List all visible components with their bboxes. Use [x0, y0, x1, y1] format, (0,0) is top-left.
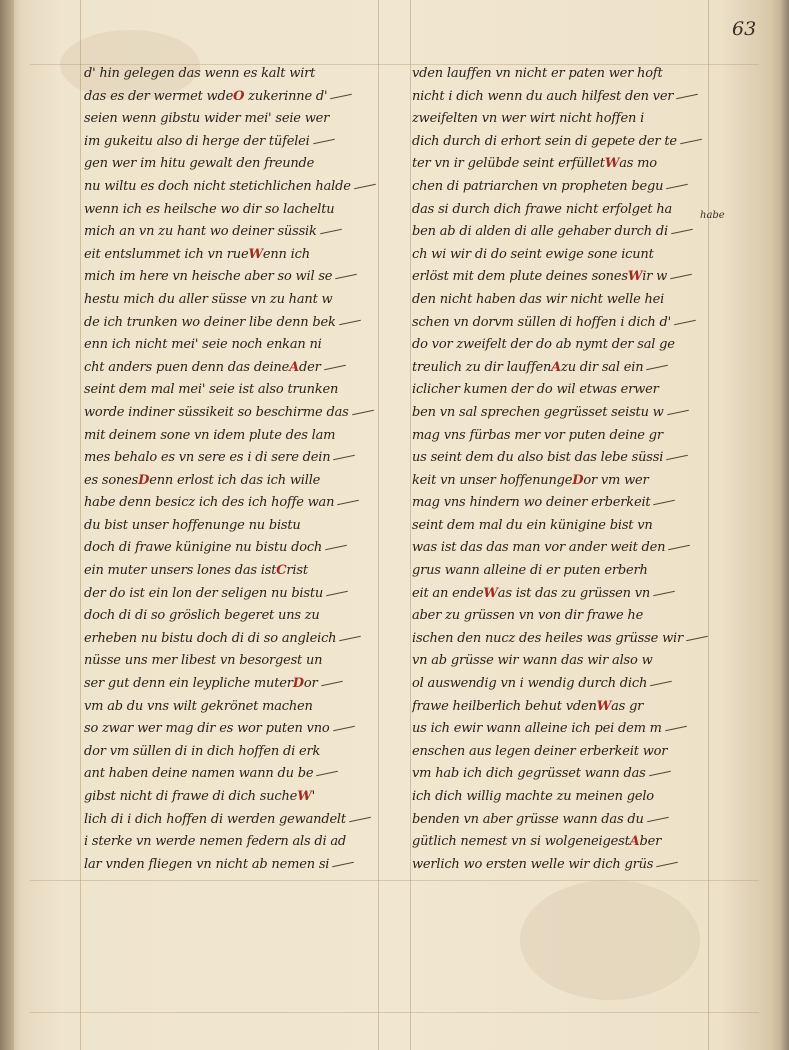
text-line	[412, 63, 710, 86]
text-line	[84, 357, 380, 380]
text-line	[84, 809, 380, 832]
text-line	[84, 786, 380, 809]
rubricated-initial: W	[596, 698, 612, 714]
line-text: benden vn aber grüsse wann das du	[412, 811, 644, 827]
line-text-continued: '	[311, 789, 315, 804]
line-text: vm hab ich dich gegrüsset wann das	[412, 766, 646, 782]
line-filler-stroke	[647, 364, 669, 370]
text-line	[84, 289, 380, 312]
line-text: vden lauffen vn nicht er paten wer hoft	[412, 66, 663, 81]
line-text: frawe heilberlich behut vden	[412, 698, 597, 714]
line-text: eit entslummet ich vn rue	[84, 246, 249, 262]
line-text: ich dich willig machte zu meinen gelo	[412, 789, 654, 804]
line-text: dor vm süllen di in dich hoffen di erk	[84, 743, 321, 759]
text-line	[84, 379, 380, 402]
rubricated-initial: W	[248, 246, 263, 262]
line-text: eit an ende	[412, 585, 484, 601]
line-text: lich di i dich hoffen di werden gewandelt	[84, 811, 346, 827]
line-text: nüsse uns mer libest vn besorgest un	[84, 653, 323, 669]
ruling-line	[30, 1012, 759, 1013]
text-line	[412, 447, 710, 470]
line-filler-stroke	[313, 139, 335, 145]
line-filler-stroke	[670, 274, 692, 280]
line-filler-stroke	[339, 636, 361, 642]
line-text: hestu mich du aller süsse vn zu hant w	[84, 291, 333, 307]
line-text: lar vnden fliegen vn nicht ab nemen si	[84, 856, 330, 872]
line-filler-stroke	[349, 816, 371, 822]
line-text: ant haben deine namen wann du be	[84, 766, 314, 782]
line-filler-stroke	[316, 771, 338, 777]
line-filler-stroke	[325, 545, 347, 551]
text-line	[412, 763, 710, 786]
line-filler-stroke	[671, 229, 693, 235]
text-line	[412, 402, 710, 425]
line-filler-stroke	[326, 590, 348, 596]
text-line	[412, 831, 710, 854]
line-filler-stroke	[337, 500, 359, 506]
line-filler-stroke	[667, 410, 689, 416]
line-text: seint dem mal mei' seie ist also trunken	[84, 382, 339, 398]
text-line	[84, 86, 380, 109]
line-text-continued: enn erlost ich das ich wille	[149, 472, 321, 488]
text-line	[84, 334, 380, 357]
line-text-continued: as mo	[619, 156, 657, 172]
line-text: zweifelten vn wer wirt nicht hoffen i	[412, 111, 645, 127]
text-line	[412, 425, 710, 448]
text-line	[412, 809, 710, 832]
text-line	[84, 831, 380, 854]
line-text: ser gut denn ein leypliche muter	[84, 676, 293, 692]
line-text: doch di di so gröslich begeret uns zu	[84, 608, 320, 624]
text-line	[412, 176, 710, 199]
text-line	[412, 108, 710, 131]
line-text-continued: or vm wer	[583, 472, 649, 488]
line-text: wenn ich es heilsche wo dir so lacheltu	[84, 201, 335, 217]
line-text-continued: ber	[639, 834, 662, 850]
line-filler-stroke	[339, 319, 361, 325]
line-filler-stroke	[653, 590, 675, 596]
text-line	[84, 537, 380, 560]
line-text: us ich ewir wann alleine ich pei dem m	[412, 721, 662, 737]
text-line	[84, 425, 380, 448]
line-text: es sones	[84, 472, 139, 488]
marginal-note: habe	[700, 210, 725, 221]
line-text: seint dem mal du ein künigine bist vn	[412, 517, 653, 533]
line-text: do vor zweifelt der do ab nymt der sal ge	[412, 337, 675, 353]
line-filler-stroke	[650, 681, 672, 687]
text-line	[84, 402, 380, 425]
line-text: erlöst mit dem plute deines sones	[412, 269, 628, 285]
text-line	[84, 560, 380, 583]
line-filler-stroke	[321, 681, 343, 687]
ruling-line	[30, 880, 759, 881]
rubricated-initial: D	[292, 676, 304, 692]
text-line	[412, 334, 710, 357]
line-text: gibst nicht di frawe di dich suche	[84, 789, 298, 804]
line-text: chen di patriarchen vn propheten begu	[412, 178, 664, 194]
text-line	[412, 492, 710, 515]
line-text: worde indiner süssikeit so beschirme das	[84, 404, 349, 420]
text-line	[84, 763, 380, 786]
line-text: seien wenn gibstu wider mei' seie wer	[84, 111, 330, 127]
rubricated-initial: D	[572, 472, 584, 488]
line-text-continued: ir w	[642, 269, 668, 285]
rubricated-initial: A	[551, 359, 562, 375]
line-filler-stroke	[686, 636, 708, 642]
folio-number: 63	[732, 18, 757, 40]
line-text: was ist das das man vor ander weit den	[412, 540, 666, 556]
line-text: mit deinem sone vn idem plute des lam	[84, 427, 336, 443]
text-line	[412, 560, 710, 583]
ruling-line	[80, 0, 81, 1050]
text-line	[412, 628, 710, 651]
line-text: das es der wermet wde	[84, 88, 234, 104]
line-text: ter vn ir gelübde seint erfüllet	[412, 156, 605, 172]
line-text: aber zu grüssen vn von dir frawe he	[412, 608, 644, 624]
text-line	[412, 696, 710, 719]
text-line	[84, 63, 380, 86]
text-line	[412, 199, 710, 222]
line-text-continued: zu dir sal ein	[561, 359, 644, 375]
text-line	[84, 854, 380, 877]
line-text: im gukeitu also di herge der tüfelei	[84, 133, 310, 149]
line-text: habe denn besicz ich des ich hoffe wan	[84, 495, 335, 511]
rubricated-initial: D	[138, 472, 150, 488]
text-line	[412, 266, 710, 289]
line-filler-stroke	[333, 726, 355, 732]
line-filler-stroke	[352, 410, 374, 416]
text-line	[84, 176, 380, 199]
text-line	[84, 696, 380, 719]
line-text-continued: as ist das zu grüssen vn	[497, 585, 651, 601]
text-line	[84, 741, 380, 764]
text-line	[84, 199, 380, 222]
text-line	[84, 221, 380, 244]
line-text: us seint dem du also bist das lebe süssi	[412, 450, 664, 466]
text-line	[412, 289, 710, 312]
line-text: cht anders puen denn das deine	[84, 359, 290, 375]
text-line	[84, 108, 380, 131]
text-line	[412, 221, 710, 244]
line-text: enschen aus legen deiner erberkeit wor	[412, 743, 668, 759]
text-line	[412, 131, 710, 154]
parchment-stain	[520, 880, 700, 1000]
line-text-continued: as gr	[611, 698, 644, 714]
text-line	[84, 583, 380, 606]
line-text: d' hin gelegen das wenn es kalt wirt	[84, 66, 316, 81]
line-text: schen vn dorvm süllen di hoffen i dich d'	[412, 314, 671, 330]
line-filler-stroke	[647, 816, 669, 822]
text-line	[412, 650, 710, 673]
ruling-line	[410, 0, 411, 1050]
text-line	[84, 628, 380, 651]
line-text: so zwar wer mag dir es wor puten vno	[84, 721, 330, 737]
line-text: werlich wo ersten welle wir dich grüs	[412, 856, 654, 872]
line-text: enn ich nicht mei' seie noch enkan ni	[84, 337, 322, 353]
text-line	[412, 537, 710, 560]
text-line	[412, 854, 710, 877]
line-text: ol auswendig vn i wendig durch dich	[412, 676, 648, 692]
text-line	[84, 153, 380, 176]
text-line	[84, 131, 380, 154]
line-text: doch di frawe künigine nu bistu doch	[84, 540, 323, 556]
line-text: vm ab du vns wilt gekrönet machen	[84, 698, 313, 714]
line-text-continued: rist	[286, 563, 308, 579]
line-filler-stroke	[666, 184, 688, 190]
text-line	[412, 470, 710, 493]
rubricated-initial: A	[289, 359, 299, 375]
text-column-right	[412, 63, 710, 876]
line-filler-stroke	[334, 455, 356, 461]
text-line	[412, 605, 710, 628]
line-filler-stroke	[665, 726, 687, 732]
text-line	[412, 718, 710, 741]
rubricated-initial: O	[233, 88, 245, 104]
line-text: mag vns hindern wo deiner erberkeit	[412, 495, 651, 511]
text-line	[84, 244, 380, 267]
line-text: das si durch dich frawe nicht erfolget ha	[412, 201, 673, 217]
text-line	[412, 379, 710, 402]
line-text-continued: zukerinne d'	[244, 88, 328, 104]
line-text: ch wi wir di do seint ewige sone icunt	[412, 246, 654, 262]
line-text: keit vn unser hoffenunge	[412, 472, 573, 488]
line-text: nicht i dich wenn du auch hilfest den ver	[412, 88, 674, 104]
rubricated-initial: C	[276, 563, 287, 579]
line-text: de ich trunken wo deiner libe denn bek	[84, 314, 336, 330]
text-line	[412, 86, 710, 109]
page-edge	[779, 0, 789, 1050]
line-filler-stroke	[674, 319, 696, 325]
rubricated-initial: W	[604, 156, 620, 172]
line-filler-stroke	[332, 862, 354, 868]
line-filler-stroke	[666, 455, 688, 461]
text-line	[412, 741, 710, 764]
line-text-continued: or	[303, 676, 318, 692]
line-text: gen wer im hitu gewalt den freunde	[84, 156, 315, 172]
line-filler-stroke	[331, 93, 353, 99]
line-text: ischen den nucz des heiles was grüsse wir	[412, 630, 683, 646]
text-line	[412, 357, 710, 380]
line-filler-stroke	[320, 229, 342, 235]
text-line	[412, 312, 710, 335]
text-line	[84, 605, 380, 628]
text-line	[412, 244, 710, 267]
text-line	[84, 718, 380, 741]
line-text: i sterke vn werde nemen federn als di ad	[84, 834, 347, 850]
line-text: nu wiltu es doch nicht stetichlichen halde	[84, 178, 351, 194]
text-line	[84, 673, 380, 696]
text-line	[84, 515, 380, 538]
text-line	[84, 470, 380, 493]
line-text: ben vn sal sprechen gegrüsset seistu w	[412, 404, 664, 420]
line-filler-stroke	[335, 274, 357, 280]
line-text: treulich zu dir lauffen	[412, 359, 552, 375]
line-filler-stroke	[649, 771, 671, 777]
text-line	[84, 312, 380, 335]
rubricated-initial: W	[627, 269, 643, 285]
line-text-continued: der	[298, 359, 321, 375]
line-text: dich durch di erhort sein di gepete der te	[412, 133, 677, 149]
rubricated-initial: A	[629, 834, 640, 850]
line-filler-stroke	[680, 139, 702, 145]
line-text: gütlich nemest vn si wolgeneigest	[412, 834, 630, 850]
line-text: du bist unser hoffenunge nu bistu	[84, 517, 301, 533]
text-line	[412, 583, 710, 606]
text-line	[84, 447, 380, 470]
line-text: iclicher kumen der do wil etwas erwer	[412, 382, 659, 398]
rubricated-initial: W	[297, 789, 312, 804]
line-text: ein muter unsers lones das ist	[84, 563, 277, 579]
line-text: mich im here vn heische aber so wil se	[84, 269, 333, 285]
line-text: den nicht haben das wir nicht welle hei	[412, 291, 665, 307]
line-text: ben ab di alden di alle gehaber durch di	[412, 224, 668, 240]
rubricated-initial: W	[483, 585, 498, 601]
line-filler-stroke	[668, 545, 690, 551]
text-line	[412, 515, 710, 538]
binding-edge	[0, 0, 14, 1050]
line-text: erheben nu bistu doch di di so angleich	[84, 630, 337, 646]
text-column-left	[84, 63, 380, 876]
text-line	[412, 153, 710, 176]
line-text: mag vns fürbas mer vor puten deine gr	[412, 427, 663, 443]
line-filler-stroke	[354, 184, 376, 190]
text-line	[84, 650, 380, 673]
line-text: grus wann alleine di er puten erberh	[412, 563, 648, 579]
text-line	[412, 673, 710, 696]
text-line	[84, 492, 380, 515]
line-text: mich an vn zu hant wo deiner süssik	[84, 224, 317, 240]
line-filler-stroke	[656, 862, 678, 868]
line-text-continued: enn ich	[262, 246, 310, 262]
line-filler-stroke	[676, 93, 698, 99]
line-text: der do ist ein lon der seligen nu bistu	[84, 585, 324, 601]
line-filler-stroke	[324, 364, 346, 370]
text-line	[84, 266, 380, 289]
line-text: mes behalo es vn sere es i di sere dein	[84, 450, 331, 466]
text-line	[412, 786, 710, 809]
line-filler-stroke	[654, 500, 676, 506]
line-text: vn ab grüsse wir wann das wir also w	[412, 653, 653, 669]
